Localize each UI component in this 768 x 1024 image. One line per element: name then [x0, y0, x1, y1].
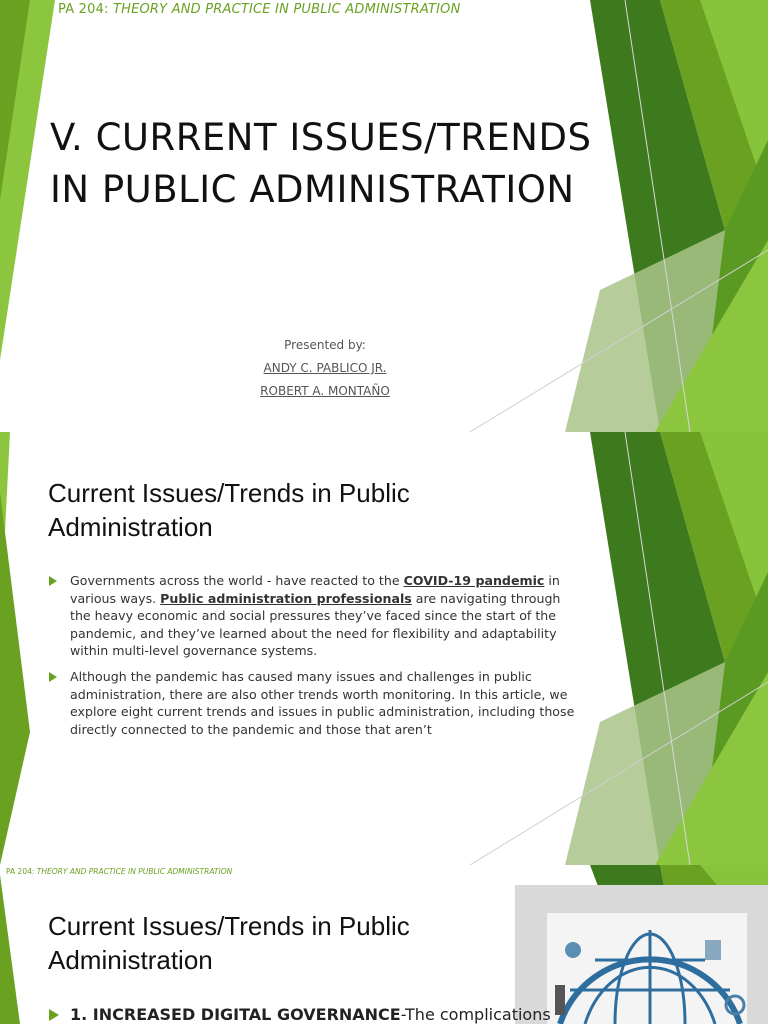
- course-code: PA 204:: [58, 2, 113, 17]
- bullet-text: Although the pandemic has caused many issues and challenges in public administration, there are also other trends worth monitoring. In this article, we explore eight current trends and issues in public administration, including those directly connected to the pandemic and those that aren’t: [70, 668, 575, 737]
- slide-heading: [48, 909, 508, 977]
- presented-by-label: Presented by:: [284, 338, 366, 352]
- course-name: THEORY AND PRACTICE IN PUBLIC ADMINISTRATION: [36, 867, 233, 876]
- heading-line-2: Administration: [48, 945, 213, 975]
- slide-heading: [48, 476, 508, 544]
- covid-link[interactable]: COVID-19 pandemic: [403, 573, 545, 588]
- presenter-name[interactable]: ANDY C. PABLICO JR.: [263, 361, 387, 375]
- course-header: [58, 2, 461, 17]
- digital-governance-globe-icon: [515, 885, 768, 1024]
- title-line-1: V. CURRENT ISSUES/TRENDS: [50, 116, 592, 159]
- course-name: THEORY AND PRACTICE IN PUBLIC ADMINISTRATION: [112, 2, 461, 17]
- heading-line-1: Current Issues/Trends in Public: [48, 478, 410, 508]
- heading-line-2: Administration: [48, 512, 213, 542]
- bullet-arrow-icon: [49, 576, 57, 586]
- bullet-continuation: -The complications: [400, 1005, 551, 1024]
- bullet-item: [48, 668, 578, 738]
- course-code: PA 204:: [6, 867, 37, 876]
- bullet-text: Governments across the world - have reacted to the: [70, 573, 404, 588]
- public-admin-professionals-link[interactable]: Public administration professionals: [160, 590, 412, 606]
- presenters-block: [210, 334, 440, 403]
- bullet-text: in various ways.: [70, 573, 560, 606]
- slide-current-issues-intro: [0, 432, 768, 865]
- bullet-arrow-icon: [49, 672, 57, 682]
- course-header: [6, 867, 232, 876]
- slide-title-text: [50, 112, 630, 216]
- bullet-text: [48, 1005, 551, 1024]
- heading-line-1: Current Issues/Trends in Public: [48, 911, 410, 941]
- slide-title: [0, 0, 768, 432]
- bullet-item: [48, 1005, 568, 1024]
- bullet-heading: 1. INCREASED DIGITAL GOVERNANCE: [70, 1005, 401, 1024]
- bullet-item: [48, 572, 578, 660]
- title-line-2: IN PUBLIC ADMINISTRATION: [50, 168, 575, 211]
- bullet-arrow-icon: [49, 1009, 59, 1021]
- slide-digital-governance: [0, 865, 768, 1024]
- digital-governance-image: [515, 885, 768, 1024]
- bullet-text: are navigating through the heavy economic and social pressures they’ve faced since the start of the pandemic, and they’ve learned about the need for flexibility and adaptability within multi-level governance systems.: [70, 590, 561, 659]
- presenter-name[interactable]: ROBERT A. MONTAÑO: [260, 384, 390, 398]
- bullet-list: [48, 572, 578, 746]
